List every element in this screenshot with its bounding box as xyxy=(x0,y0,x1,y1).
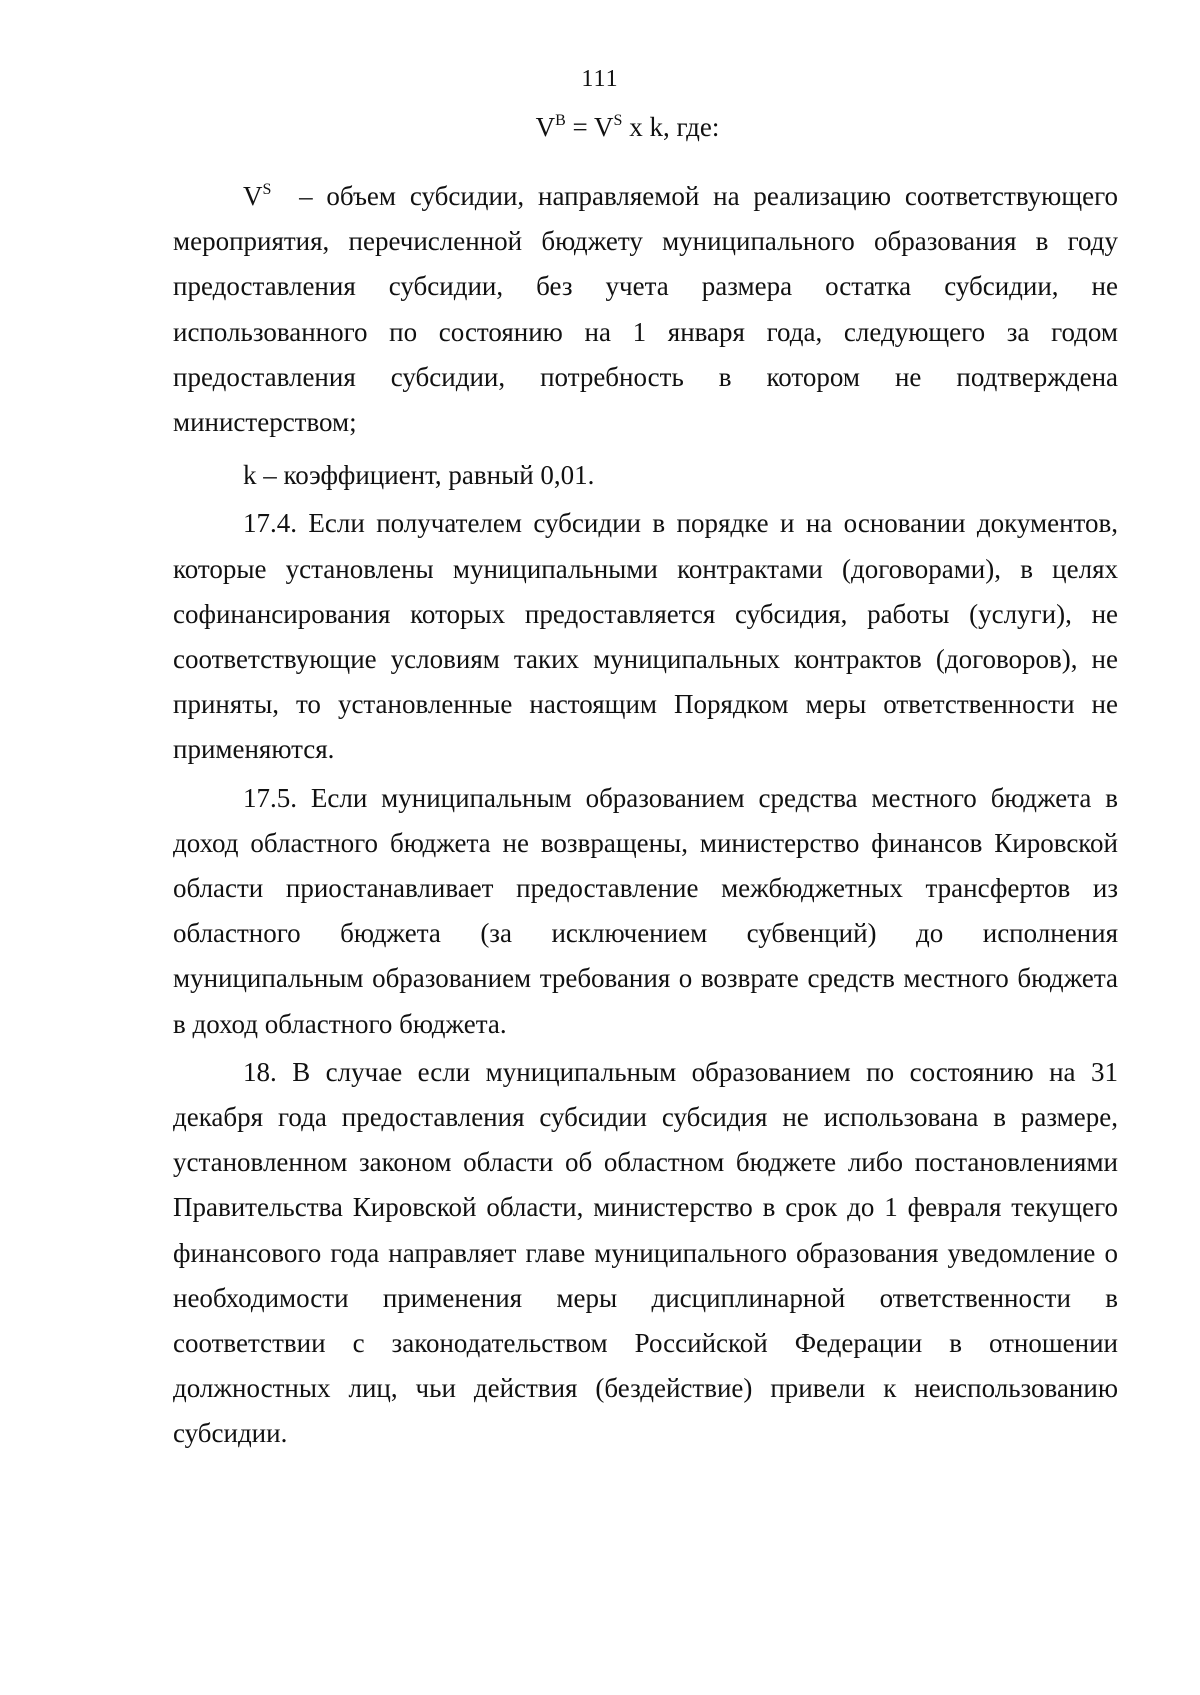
formula xyxy=(0,112,1200,143)
paragraph-17-4: 17.4. Если получателем субсидии в порядке и на основании документов, которые установлены муниципальными контрактами (договорами), в целях софинансирования которых предоставляется субсидия, работы (услуги), не соответствующие условиям таких муниципальных контрактов (договоров), не приняты, то установленные настоящим Порядком меры ответственности не применяются. xyxy=(173,508,1118,765)
formula-equals: = xyxy=(565,112,595,142)
formula-tail: x k, где: xyxy=(622,112,720,142)
formula-lhs: V xyxy=(535,112,556,142)
formula-lhs-superscript: B xyxy=(555,112,566,129)
definition-vs-symbol: V xyxy=(243,181,263,211)
definition-k: k – коэффициент, равный 0,01. xyxy=(243,460,595,491)
paragraph-17-5: 17.5. Если муниципальным образованием средства местного бюджета в доход областного бюджета не возвращены, министерство финансов Кировской области приостанавливает предоставление межбюджетных трансфертов из областного бюджета (за исключением субвенций) до исполнения муниципальным образованием требования о возврате средств местного бюджета в доход областного бюджета. xyxy=(173,782,1118,1039)
page-number: 111 xyxy=(581,66,619,92)
document-body xyxy=(173,174,1125,1457)
definition-vs xyxy=(173,174,1125,445)
paragraph-18: 18. В случае если муниципальным образованием по состоянию на 31 декабря года предоставления субсидии субсидия не использована в размере, установленном законом области об областном бюджете либо постановлениями Правительства Кировской области, министерство в срок до 1 февраля текущего финансового года направляет главе муниципального образования уведомление о необходимости применения меры дисциплинарной ответственности в соответствии с законодательством Российской Федерации в отношении должностных лиц, чьи действия (бездействие) привели к неиспользованию субсидии. xyxy=(173,1056,1118,1449)
definition-vs-text: – объем субсидии, направляемой на реализацию соответствующего мероприятия, перечисленной бюджету муниципального образования в году предоставления субсидии, без учета размера остатка субсидии, не использованного по состоянию на 1 января года, следующего за годом предоставления субсидии, потребность в котором не подтверждена министерством; xyxy=(173,181,1125,438)
formula-rhs-superscript: S xyxy=(613,112,623,129)
formula-rhs: V xyxy=(594,112,614,142)
definition-vs-superscript: S xyxy=(262,181,272,198)
